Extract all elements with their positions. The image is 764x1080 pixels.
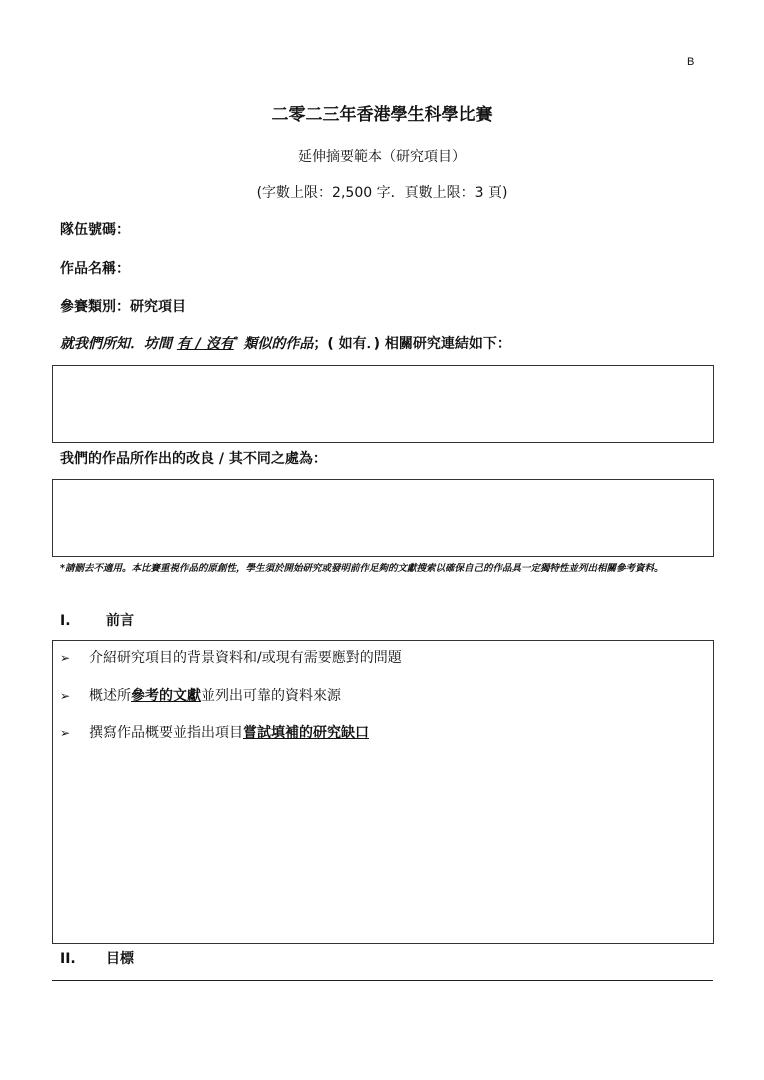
footnote-mark: * bbox=[233, 335, 239, 346]
page-title: 二零二三年香港學生科學比賽 bbox=[271, 105, 493, 125]
section-introduction-heading bbox=[60, 610, 134, 630]
list-item bbox=[60, 647, 402, 667]
footnote: *請刪去不適用。本比賽重視作品的原創性，學生須於開始研究或發明前作足夠的文獻搜索以確保自己的作品具一定獨特性並列出相關參考資料。 bbox=[60, 563, 664, 574]
category-field: 參賽類別：研究項目 bbox=[60, 299, 186, 315]
similar-text-1: 就我們所知．坊間 bbox=[60, 336, 172, 352]
bullet-text: 撰寫作品概要並指出項目 bbox=[89, 725, 243, 741]
bullet-emphasis: 參考的文獻 bbox=[131, 688, 201, 704]
section-number: I. bbox=[60, 613, 71, 629]
improvement-label: 我們的作品所作出的改良 / 其不同之處為： bbox=[60, 451, 327, 467]
similar-works-statement bbox=[60, 333, 511, 353]
has-or-not-option: 有 / 沒有 bbox=[176, 336, 234, 352]
word-limit-note: (字數上限：2,500 字．頁數上限：3 頁) bbox=[256, 185, 508, 201]
page-label: B bbox=[687, 56, 695, 68]
similar-text-2: 類似的作品 bbox=[243, 336, 314, 352]
divider bbox=[52, 980, 713, 981]
related-links-box[interactable] bbox=[52, 365, 714, 443]
section-number: II. bbox=[60, 951, 76, 967]
page-subtitle: 延伸摘要範本（研究項目） bbox=[298, 149, 466, 165]
bullet-text: 介紹研究項目的背景資料和/或現有需要應對的問題 bbox=[89, 650, 402, 666]
team-number-field[interactable]: 隊伍號碼： bbox=[60, 222, 130, 238]
list-item bbox=[60, 685, 341, 705]
arrow-bullet-icon: ➢ bbox=[60, 689, 71, 703]
arrow-bullet-icon: ➢ bbox=[60, 726, 71, 740]
work-name-field[interactable]: 作品名稱： bbox=[60, 261, 130, 277]
similar-text-3: ；( 如有．) 相關研究連結如下： bbox=[313, 336, 511, 352]
bullet-text: 概述所 bbox=[89, 688, 131, 704]
bullet-text: 並列出可靠的資料來源 bbox=[201, 688, 341, 704]
section-objective-heading bbox=[60, 948, 134, 968]
arrow-bullet-icon: ➢ bbox=[60, 651, 71, 665]
section-title: 前言 bbox=[106, 613, 134, 629]
section-title: 目標 bbox=[106, 951, 134, 967]
list-item bbox=[60, 722, 369, 742]
bullet-emphasis: 嘗試填補的研究缺口 bbox=[243, 725, 369, 741]
improvement-box[interactable] bbox=[52, 479, 714, 557]
